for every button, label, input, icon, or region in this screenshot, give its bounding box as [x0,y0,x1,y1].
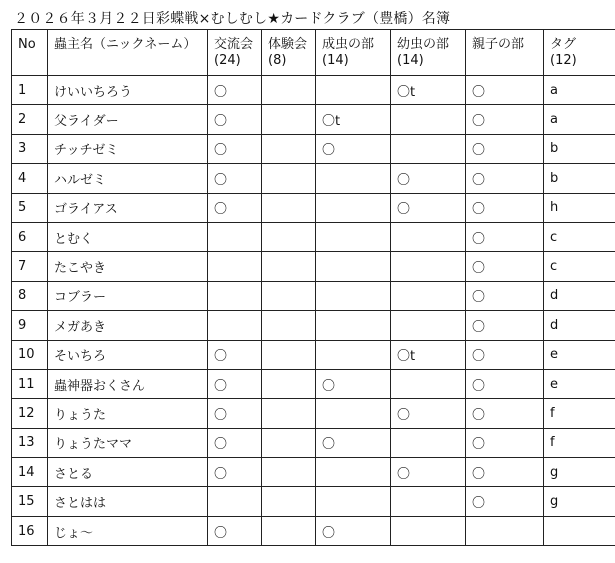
cell-larva [391,105,466,134]
cell-no: 12 [12,399,48,428]
column-label: 成虫の部 [322,37,375,52]
cell-larva [391,428,466,457]
table-row [12,369,615,398]
cell-name: そいちろ [48,340,208,369]
cell-exchange: 〇 [208,369,262,398]
cell-parent: 〇 [466,311,544,340]
cell-trial [262,164,316,193]
cell-exchange [208,311,262,340]
cell-exchange [208,252,262,281]
cell-adult: 〇 [316,134,391,163]
cell-trial [262,105,316,134]
cell-name: たこやき [48,252,208,281]
cell-exchange [208,487,262,516]
column-label: No [18,37,36,52]
cell-name: さとる [48,458,208,487]
cell-larva [391,516,466,545]
column-count: (12) [550,53,577,68]
cell-name: けいいちろう [48,76,208,105]
cell-larva [391,281,466,310]
cell-parent: 〇 [466,164,544,193]
cell-tag: e [544,340,615,369]
cell-name: コブラー [48,281,208,310]
cell-no: 4 [12,164,48,193]
cell-adult [316,193,391,222]
cell-parent: 〇 [466,428,544,457]
cell-no: 9 [12,311,48,340]
cell-trial [262,458,316,487]
cell-trial [262,222,316,251]
cell-tag: c [544,222,615,251]
table-row [12,516,615,545]
roster-table [11,29,615,546]
cell-trial [262,134,316,163]
cell-no: 5 [12,193,48,222]
cell-tag: g [544,458,615,487]
cell-adult [316,164,391,193]
column-header-larva [391,30,466,76]
cell-name: メガあき [48,311,208,340]
cell-adult [316,340,391,369]
cell-larva: 〇t [391,76,466,105]
cell-larva [391,487,466,516]
column-label: 交流会 [214,37,254,52]
table-row [12,487,615,516]
column-header-no [12,30,48,76]
cell-name: 蟲神器おくさん [48,369,208,398]
cell-larva: 〇 [391,458,466,487]
cell-trial [262,340,316,369]
cell-no: 7 [12,252,48,281]
column-count: (14) [322,53,349,68]
cell-larva: 〇t [391,340,466,369]
column-label: 親子の部 [472,37,525,52]
cell-exchange: 〇 [208,105,262,134]
cell-exchange: 〇 [208,340,262,369]
cell-adult [316,76,391,105]
cell-larva: 〇 [391,399,466,428]
cell-adult [316,252,391,281]
cell-tag: b [544,164,615,193]
cell-tag: a [544,76,615,105]
cell-adult [316,458,391,487]
cell-exchange: 〇 [208,399,262,428]
table-row [12,193,615,222]
cell-parent [466,516,544,545]
cell-parent: 〇 [466,487,544,516]
cell-parent: 〇 [466,399,544,428]
column-label: タグ [550,37,577,52]
column-header-exchange [208,30,262,76]
cell-parent: 〇 [466,193,544,222]
cell-name: チッチゼミ [48,134,208,163]
cell-trial [262,369,316,398]
cell-no: 3 [12,134,48,163]
column-header-trial [262,30,316,76]
cell-name: りょうたママ [48,428,208,457]
cell-tag: h [544,193,615,222]
cell-larva [391,311,466,340]
cell-adult: 〇 [316,516,391,545]
table-row [12,458,615,487]
table-row [12,399,615,428]
cell-larva [391,252,466,281]
cell-tag [544,516,615,545]
cell-no: 14 [12,458,48,487]
cell-adult [316,399,391,428]
cell-trial [262,76,316,105]
cell-trial [262,193,316,222]
table-row [12,164,615,193]
cell-parent: 〇 [466,76,544,105]
cell-parent: 〇 [466,222,544,251]
column-label: 体験会 [268,37,308,52]
table-row [12,222,615,251]
cell-tag: e [544,369,615,398]
column-label: 蟲主名（ニックネーム） [54,37,197,52]
cell-tag: d [544,311,615,340]
table-header [12,30,615,76]
cell-no: 1 [12,76,48,105]
cell-adult [316,487,391,516]
cell-exchange [208,222,262,251]
cell-larva [391,369,466,398]
cell-tag: f [544,399,615,428]
cell-no: 10 [12,340,48,369]
cell-larva: 〇 [391,193,466,222]
cell-no: 13 [12,428,48,457]
cell-trial [262,311,316,340]
cell-parent: 〇 [466,134,544,163]
cell-tag: a [544,105,615,134]
cell-trial [262,487,316,516]
table-row [12,76,615,105]
table-row [12,134,615,163]
cell-name: ゴライアス [48,193,208,222]
cell-no: 2 [12,105,48,134]
cell-exchange: 〇 [208,193,262,222]
column-header-adult [316,30,391,76]
cell-adult [316,222,391,251]
cell-adult [316,281,391,310]
table-row [12,252,615,281]
cell-no: 8 [12,281,48,310]
cell-parent: 〇 [466,369,544,398]
cell-parent: 〇 [466,281,544,310]
cell-exchange: 〇 [208,428,262,457]
column-count: (8) [268,53,287,68]
cell-tag: b [544,134,615,163]
cell-name: とむく [48,222,208,251]
column-count: (14) [397,53,424,68]
cell-trial [262,252,316,281]
header-row [12,30,615,76]
table-body [12,76,615,546]
cell-tag: f [544,428,615,457]
table-row [12,281,615,310]
cell-parent: 〇 [466,252,544,281]
cell-no: 16 [12,516,48,545]
cell-no: 6 [12,222,48,251]
cell-larva [391,134,466,163]
cell-no: 11 [12,369,48,398]
table-row [12,428,615,457]
cell-trial [262,281,316,310]
column-header-name [48,30,208,76]
cell-parent: 〇 [466,105,544,134]
document-title: ２０２６年３月２２日彩蝶戦×むしむし★カードクラブ（豊橋）名簿 [14,11,451,27]
cell-name: りょうた [48,399,208,428]
cell-trial [262,428,316,457]
cell-exchange: 〇 [208,134,262,163]
cell-name: ハルゼミ [48,164,208,193]
table-row [12,340,615,369]
cell-name: 父ライダー [48,105,208,134]
table-row [12,311,615,340]
cell-exchange: 〇 [208,458,262,487]
cell-exchange: 〇 [208,76,262,105]
cell-adult: 〇 [316,428,391,457]
cell-exchange: 〇 [208,516,262,545]
cell-parent: 〇 [466,458,544,487]
cell-tag: c [544,252,615,281]
column-label: 幼虫の部 [397,37,450,52]
cell-adult [316,311,391,340]
cell-name: さとはは [48,487,208,516]
cell-larva [391,222,466,251]
cell-exchange [208,281,262,310]
cell-larva: 〇 [391,164,466,193]
cell-name: じょ〜 [48,516,208,545]
cell-adult: 〇t [316,105,391,134]
table-row [12,105,615,134]
cell-no: 15 [12,487,48,516]
column-count: (24) [214,53,241,68]
cell-tag: d [544,281,615,310]
cell-tag: g [544,487,615,516]
cell-exchange: 〇 [208,164,262,193]
cell-adult: 〇 [316,369,391,398]
column-header-tag [544,30,615,76]
column-header-parent [466,30,544,76]
cell-trial [262,399,316,428]
cell-trial [262,516,316,545]
cell-parent: 〇 [466,340,544,369]
